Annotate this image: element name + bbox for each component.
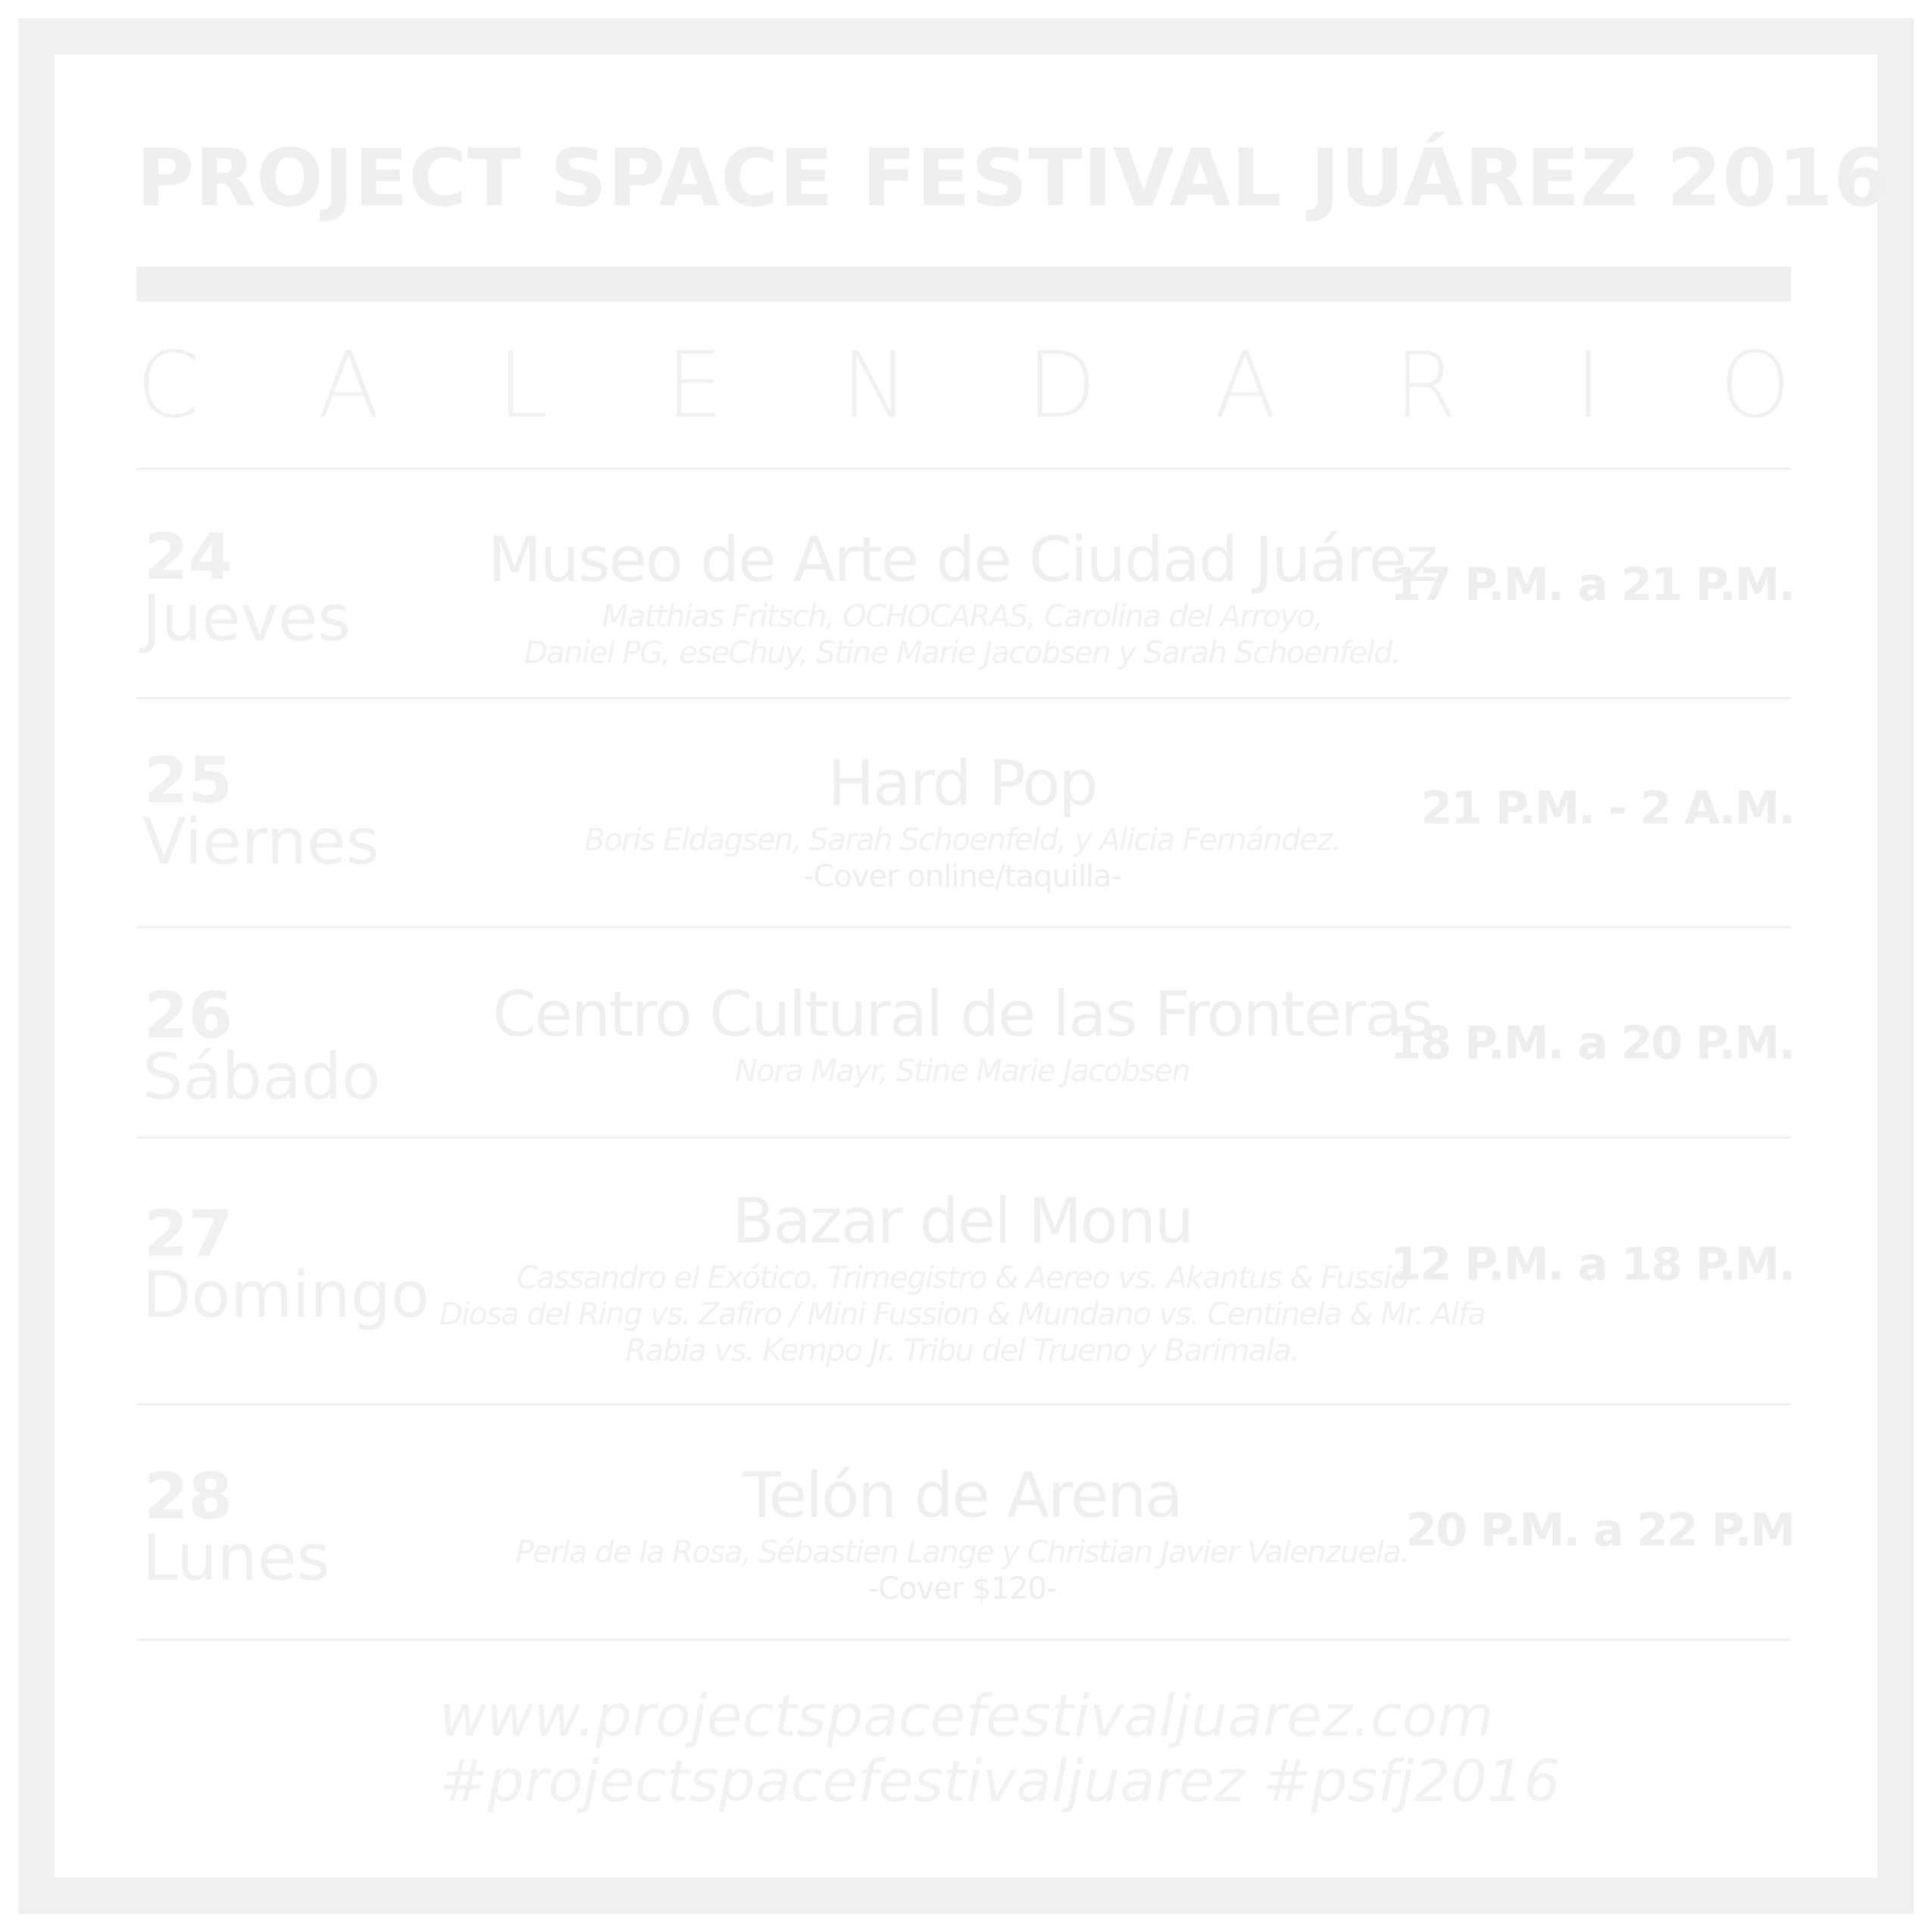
event-details xyxy=(424,746,1500,895)
event-day-name: Viernes xyxy=(142,805,380,879)
event-artists xyxy=(424,599,1500,671)
event-venue: Telón de Arena xyxy=(742,1460,1182,1532)
event-artists xyxy=(424,1053,1500,1089)
row-divider xyxy=(136,1403,1791,1405)
event-venue: Museo de Arte de Ciudad Juárez xyxy=(488,524,1436,596)
calendar-letter: O xyxy=(1719,333,1791,439)
calendar-letter: R xyxy=(1394,333,1458,439)
event-details xyxy=(424,1458,1500,1607)
event-details xyxy=(386,1184,1538,1369)
event-day-name: Jueves xyxy=(142,581,351,655)
event-details xyxy=(424,523,1500,671)
event-row xyxy=(136,743,1794,924)
event-day-number: 28 xyxy=(144,1459,233,1533)
event-artists-line: Cassandro el Exótico. Trimegistro & Aereo vs. Akantus & Fussio xyxy=(516,1261,1408,1296)
event-row xyxy=(136,1186,1794,1396)
hashtags: #projectspacefestivaljuarez #psfj2016 xyxy=(439,1747,1561,1815)
event-day-name: Lunes xyxy=(142,1521,330,1595)
event-day-number: 27 xyxy=(144,1196,233,1271)
event-artists-line: Daniel PG, eseChuy, Stine Marie Jacobsen y Sarah Schoenfeld. xyxy=(524,636,1401,671)
event-day-name: Domingo xyxy=(142,1258,430,1332)
event-venue: Bazar del Monu xyxy=(732,1186,1193,1258)
row-divider xyxy=(136,926,1791,928)
event-time: 12 P.M. a 18 P.M. xyxy=(1390,1238,1794,1291)
event-day-name: Sábado xyxy=(142,1039,381,1114)
event-row xyxy=(136,978,1794,1133)
row-divider xyxy=(136,467,1791,470)
event-details xyxy=(424,977,1500,1089)
calendar-letter: I xyxy=(1574,333,1602,439)
calendar-heading xyxy=(136,333,1791,439)
row-divider xyxy=(136,697,1791,699)
event-day-number: 26 xyxy=(144,978,233,1052)
event-artists-line: Perla de la Rosa, Sébastien Lange y Christian Javier Valenzuela. xyxy=(515,1535,1409,1570)
event-time: 20 P.M. a 22 P.M xyxy=(1405,1504,1794,1557)
calendar-letter: A xyxy=(317,333,380,439)
event-artists xyxy=(386,1260,1538,1369)
event-row xyxy=(136,520,1794,697)
event-time: 17 P.M. a 21 P.M. xyxy=(1390,558,1794,611)
calendar-letter: C xyxy=(136,333,200,439)
event-venue: Centro Cultural de las Fronteras xyxy=(492,979,1432,1051)
event-artists-line: Boris Eldagsen, Sarah Schoenfeld, y Alicia Fernández. xyxy=(584,823,1340,858)
row-divider xyxy=(136,1136,1791,1139)
calendar-letter: N xyxy=(840,333,909,439)
title-underline-bar xyxy=(136,267,1791,302)
calendar-letter: E xyxy=(665,333,724,439)
event-venue: Hard Pop xyxy=(827,748,1097,820)
event-row xyxy=(136,1459,1794,1637)
event-artists-line: Rabia vs. Kempo Jr. Tribu del Trueno y Barimala. xyxy=(625,1333,1299,1368)
event-time: 18 P.M. a 20 P.M. xyxy=(1390,1017,1794,1070)
event-cover: -Cover online/taquilla- xyxy=(803,859,1121,894)
event-day-number: 24 xyxy=(144,520,233,594)
footer xyxy=(439,1683,1560,1814)
event-day-number: 25 xyxy=(144,743,233,818)
event-artists xyxy=(424,822,1500,858)
event-cover: -Cover $120- xyxy=(868,1571,1057,1606)
website-link[interactable]: www.projectspacefestivaljuarez.com xyxy=(439,1682,1494,1749)
event-artists xyxy=(424,1534,1500,1571)
festival-title: PROJECT SPACE FESTIVAL JUÁREZ 2016 xyxy=(136,132,1890,224)
calendar-letter: D xyxy=(1026,333,1097,439)
event-artists-line: Nora Mayr, Stine Marie Jacobsen xyxy=(734,1054,1190,1089)
event-artists-line: Matthias Fritsch, OCHOCARAS, Carolina del Arroyo, xyxy=(602,599,1323,634)
event-artists-line: Diosa del Ring vs. Zafiro / Mini Fussion & Mundano vs. Centinela & Mr. Alfa xyxy=(439,1297,1486,1332)
calendar-letter: A xyxy=(1214,333,1277,439)
row-divider xyxy=(136,1639,1791,1641)
calendar-letter: L xyxy=(497,333,549,439)
event-time: 21 P.M. - 2 A.M. xyxy=(1421,782,1794,835)
